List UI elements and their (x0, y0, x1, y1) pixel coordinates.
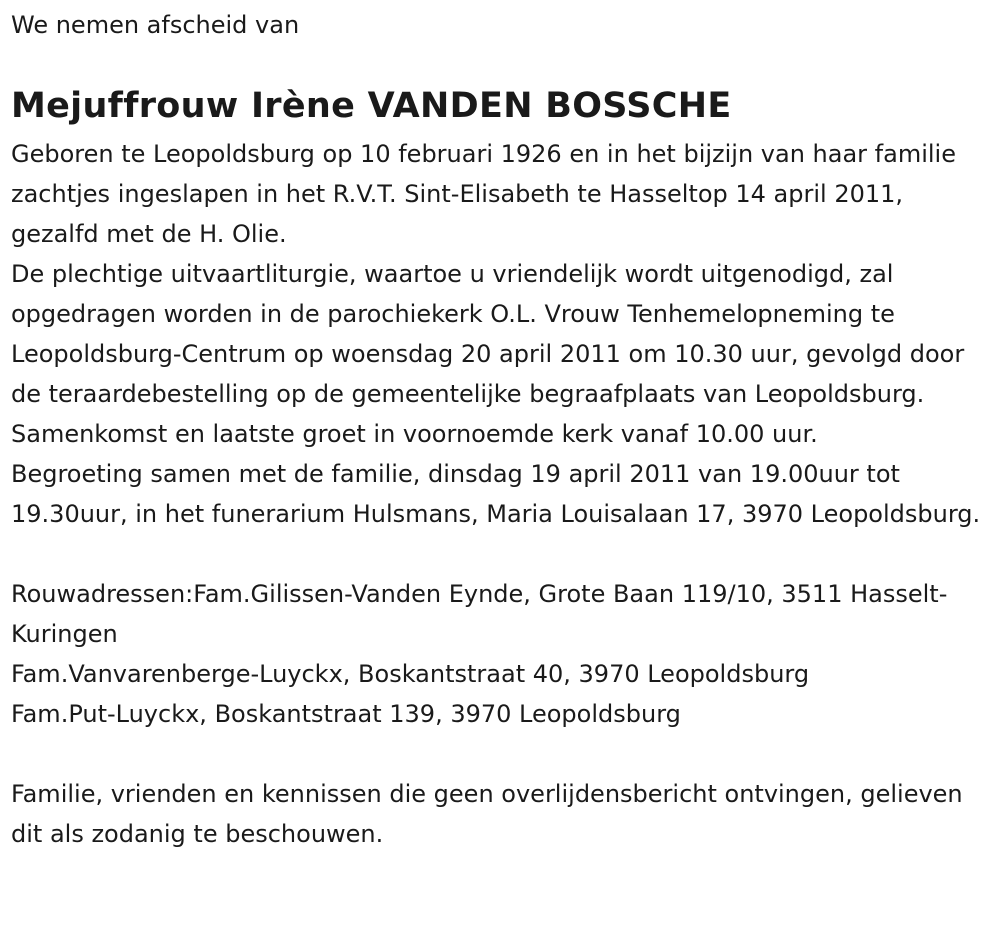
closing-paragraph: Familie, vrienden en kennissen die geen overlijdensbericht ontvingen, gelieven dit als zodanig te beschouwen. (11, 780, 963, 848)
obituary-body (11, 134, 996, 854)
spacer (11, 534, 996, 574)
address-first: Rouwadressen:Fam.Gilissen-Vanden Eynde, Grote Baan 119/10, 3511 Hasselt-Kuringen (11, 580, 948, 648)
address-second: Fam.Vanvarenberge-Luyckx, Boskantstraat 40, 3970 Leopoldsburg (11, 660, 810, 688)
deceased-name: Mejuffrouw Irène VANDEN BOSSCHE (11, 86, 732, 126)
funeral-paragraph: De plechtige uitvaartliturgie, waartoe u vriendelijk wordt uitgenodigd, zal opgedragen worden in de parochiekerk O.L. Vrouw Tenhemelopneming te Leopoldsburg-Centrum op woensdag 20 april 2011 om 10.30 uur, gevolgd door de teraardebestelling op de gemeentelijke begraafplaats van Leopoldsburg. (11, 260, 965, 408)
gathering-paragraph: Samenkomst en laatste groet in voornoemde kerk vanaf 10.00 uur. (11, 420, 818, 448)
greeting-paragraph: Begroeting samen met de familie, dinsdag 19 april 2011 van 19.00uur tot 19.30uur, in het funerarium Hulsmans, Maria Louisalaan 17, 3970 Leopoldsburg. (11, 460, 981, 528)
birth-death-paragraph: Geboren te Leopoldsburg op 10 februari 1926 en in het bijzijn van haar familie zachtjes ingeslapen in het R.V.T. Sint-Elisabeth te Hasseltop 14 april 2011, gezalfd met de H. Olie. (11, 140, 956, 248)
intro-text: We nemen afscheid van (11, 11, 300, 39)
address-third: Fam.Put-Luyckx, Boskantstraat 139, 3970 Leopoldsburg (11, 700, 681, 728)
spacer (11, 734, 996, 774)
